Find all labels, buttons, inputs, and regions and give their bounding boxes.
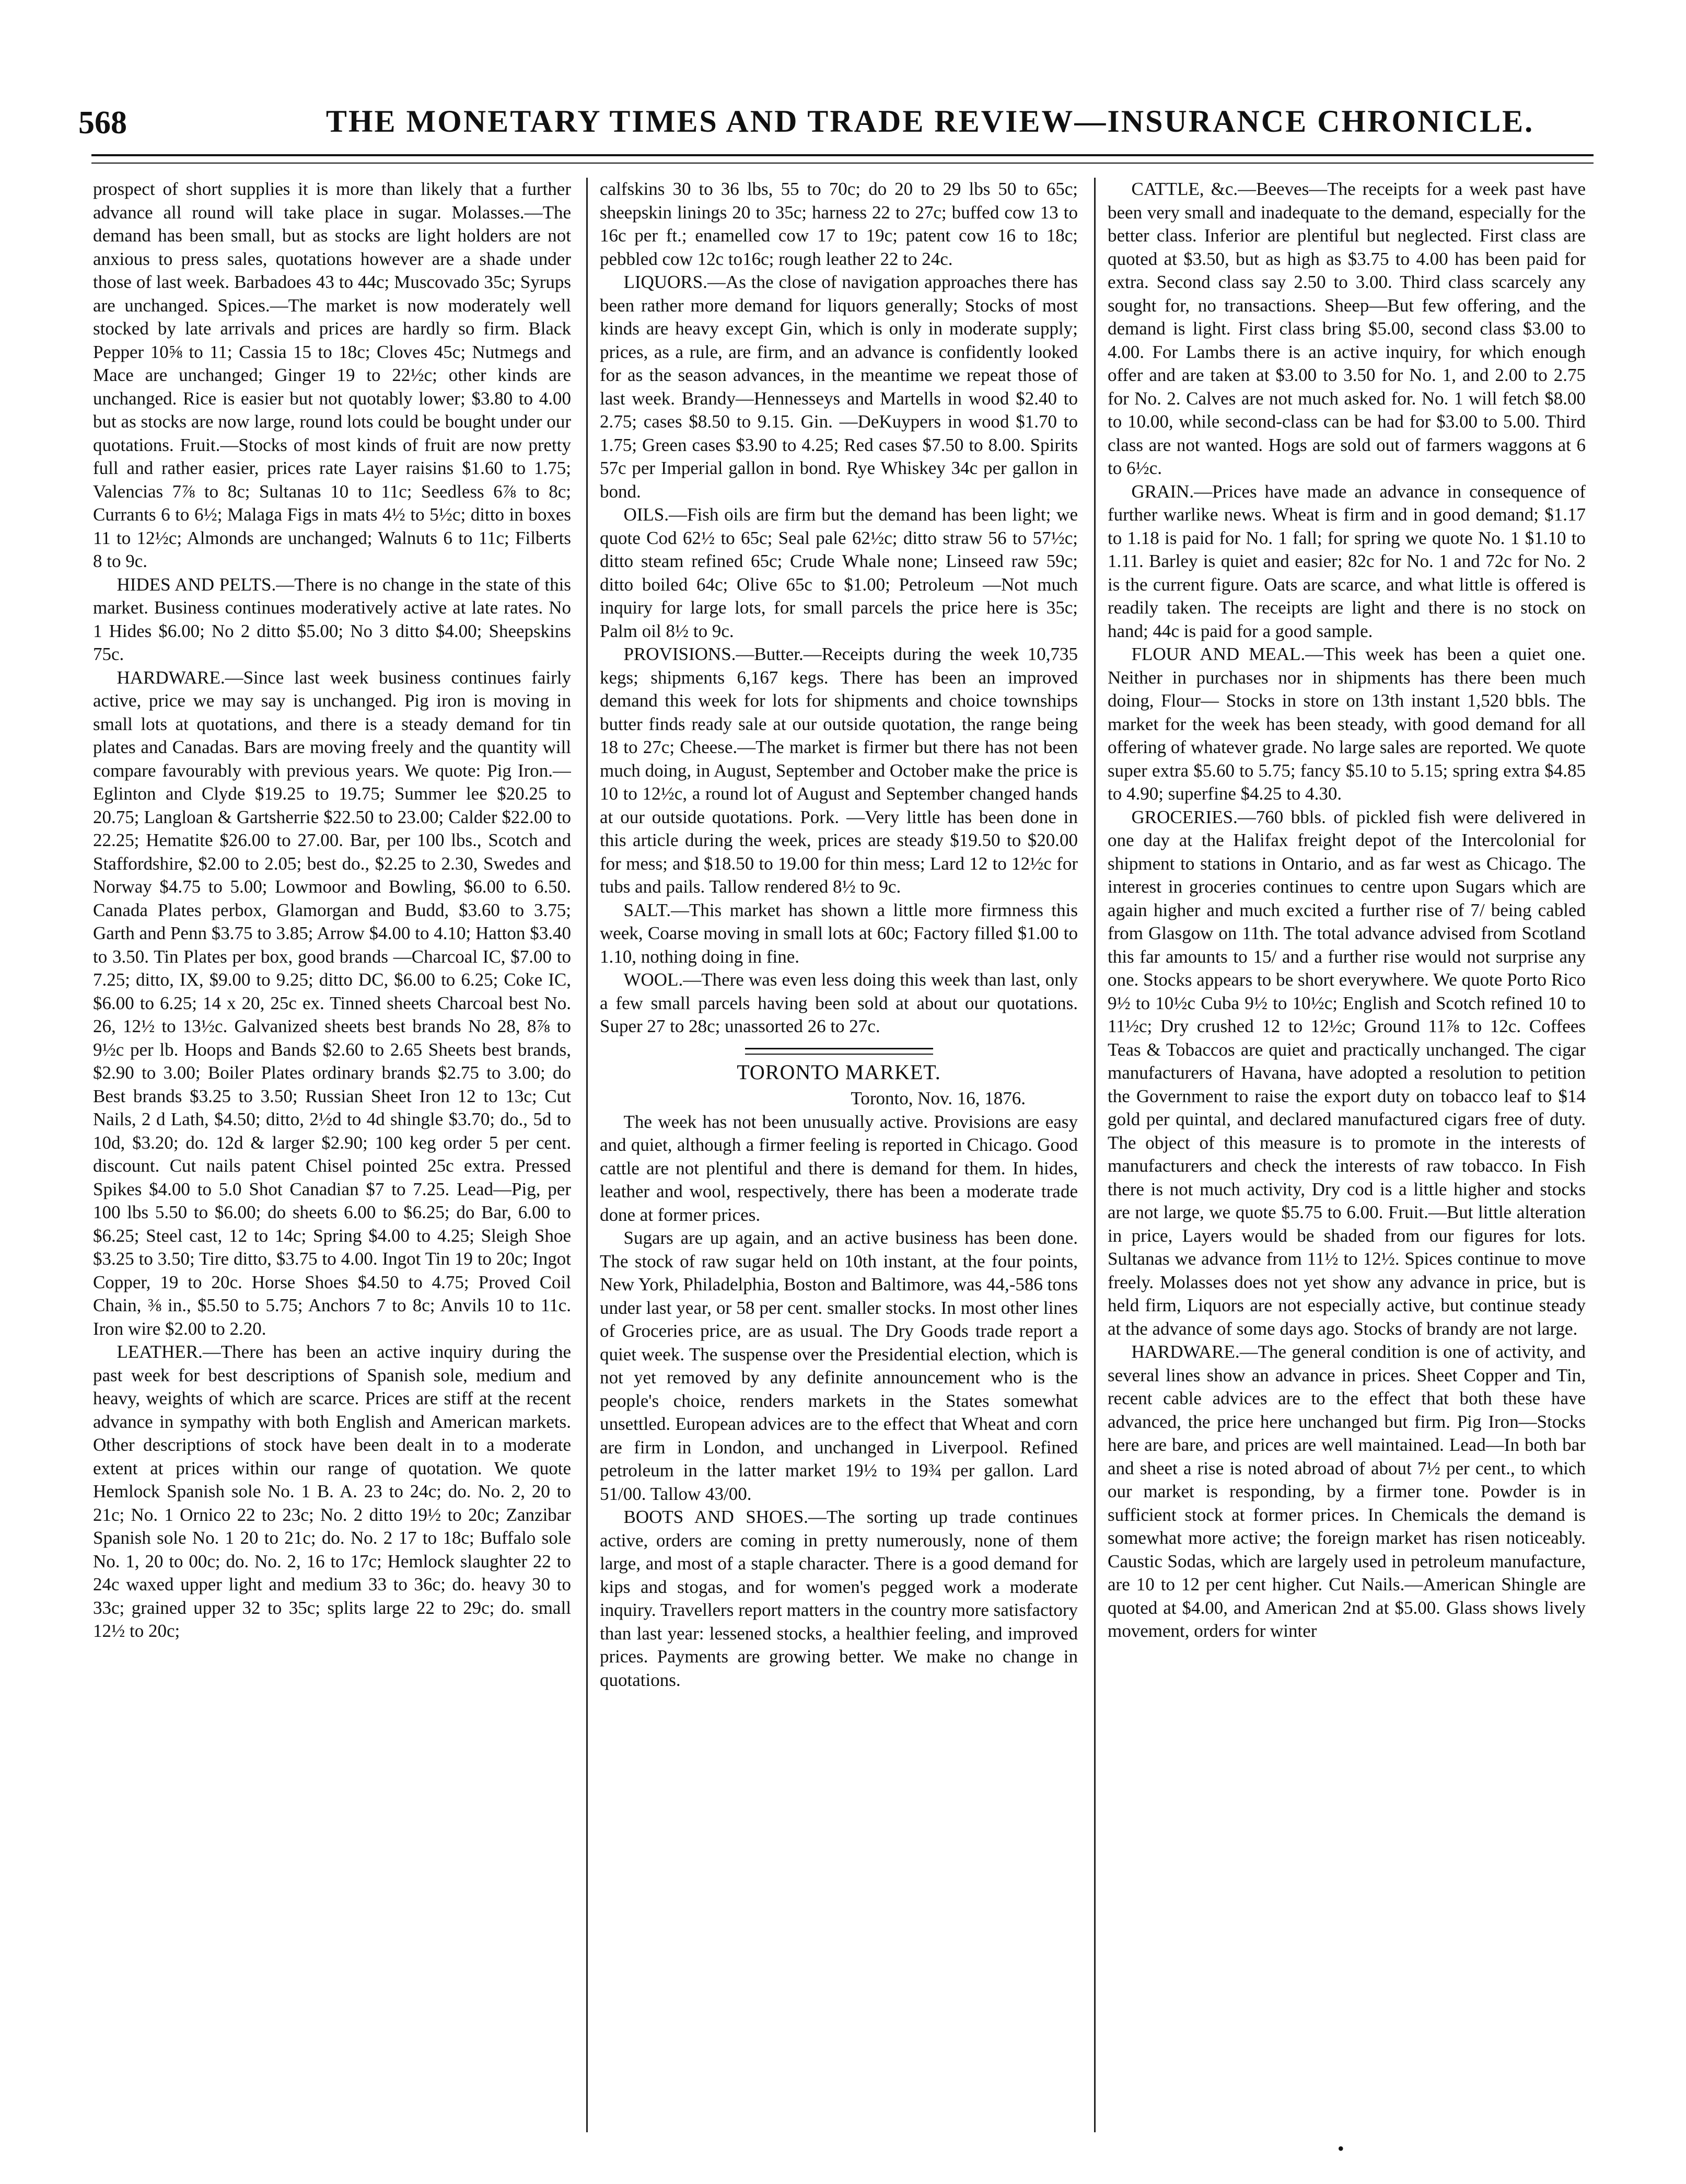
- article-paragraph: LIQUORS.—As the close of navigation approaches there has been rather more demand for liquors generally; Stocks of most kinds are heavy except Gin, which is only in moderate supply; prices, as a rule, are firm, and an advance is confidently looked for as the season advances, in the meantime we repeat those of last week. Brandy—Hennesseys and Martells in wood $2.40 to 2.75; cases $8.50 to 9.15. Gin. —DeKuypers in wood $1.70 to 1.75; Green cases $3.90 to 4.25; Red cases $7.50 to 8.00. Spirits 57c per Imperial gallon in bond. Rye Whiskey 34c per gallon in bond.: [600, 272, 1078, 502]
- article-paragraph: The week has not been unusually active. Provisions are easy and quiet, although a firmer feeling is reported in Chicago. Good cattle are not plentiful and there is demand for them. In hides, leather and wool, respectively, there has been a moderate trade done at former prices.: [600, 1111, 1078, 1225]
- article-paragraph: HARDWARE.—The general condition is one of activity, and several lines show an advance in prices. Sheet Copper and Tin, recent cable advices are to the effect that both these have advanced, the price here unchanged but firm. Pig Iron—Stocks here are bare, and prices are well maintained. Lead—In both bar and sheet a rise is noted abroad of about 7½ per cent., to which our market is responding, by a firmer tone. Powder is in sufficient stock at former prices. In Chemicals the demand is somewhat more active; the foreign market has risen noticeably. Caustic Sodas, which are largely used in petroleum manufacture, are 10 to 12 per cent higher. Cut Nails.—American Shingle are quoted at $4.00, and American 2nd at $5.00. Glass shows lively movement, orders for winter: [1108, 1342, 1586, 1641]
- article-paragraph: LEATHER.—There has been an active inquiry during the past week for best descriptions of Spanish sole, medium and heavy, weights of which are scarce. Prices are stiff at the recent advance in sympathy with both English and American markets. Other descriptions of stock have been dealt in to a moderate extent at prices within our range of quotation. We quote Hemlock Spanish sole No. 1 B. A. 23 to 24c; do. No. 2, 20 to 21c; No. 1 Ornico 22 to 23c; No. 2 ditto 19½ to 20c; Zanzibar Spanish sole No. 1 20 to 21c; do. No. 2 17 to 18c; Buffalo sole No. 1, 20 to 00c; do. No. 2, 16 to 17c; Hemlock slaughter 22 to 24c waxed upper light and medium 33 to 36c; do. heavy 30 to 33c; grained upper 32 to 35c; splits large 22 to 29c; do. small 12½ to 20c;: [93, 1342, 571, 1641]
- ink-dot: •: [1338, 2138, 1344, 2159]
- column-divider: [586, 178, 588, 2132]
- article-paragraph: FLOUR AND MEAL.—This week has been a quiet one. Neither in purchases nor in shipments has there been much doing, Flour— Stocks in store on 13th instant 1,520 bbls. The market for the week has been steady, with good demand for all offering of whatever grade. No large sales are reported. We quote super extra $5.60 to 5.75; fancy $5.10 to 5.15; spring extra $4.85 to 4.90; superfine $4.25 to 4.30.: [1108, 644, 1586, 804]
- column-3: [1108, 178, 1586, 2143]
- page-header: [78, 99, 1594, 146]
- header-rule: [91, 154, 1594, 164]
- article-paragraph: CATTLE, &c.—Beeves—The receipts for a week past have been very small and inadequate to the demand, especially for the better class. Inferior are plentiful but neglected. First class are quoted at $3.50, but as high as $3.75 to 4.00 has been paid for extra. Second class say 2.50 to 3.00. Third class scarcely any sought for, no transactions. Sheep—But few offering, and the demand is light. First class bring $5.00, second class $3.00 to 4.00. For Lambs there is an active inquiry, for which enough offer and are taken at $3.00 to 3.50 for No. 1, and 2.00 to 2.75 for No. 2. Calves are not much asked for. No. 1 will fetch $8.00 to 10.00, while second-class can be had for $3.00 to 5.00. Third class are not wanted. Hogs are sold out of farmers waggons at 6 to 6½c.: [1108, 179, 1586, 478]
- article-paragraph: HIDES AND PELTS.—There is no change in the state of this market. Business continues moderatively active at late rates. No 1 Hides $6.00; No 2 ditto $5.00; No 3 ditto $4.00; Sheepskins 75c.: [93, 574, 571, 664]
- section-rule: [745, 1048, 933, 1055]
- article-paragraph: PROVISIONS.—Butter.—Receipts during the week 10,735 kegs; shipments 6,167 kegs. There has been an improved demand this week for lots for shipments and choice townships butter finds ready sale at our outside quotation, the range being 18 to 27c; Cheese.—The market is firmer but there has not been much doing, in August, September and October make the price is 10 to 12½c, a round lot of August and September changed hands at our outside quotations. Pork. —Very little has been done in this article during the week, prices are steady $19.50 to $20.00 for mess; and $18.50 to 19.00 for thin mess; Lard 12 to 12½c for tubs and pails. Tallow rendered 8½ to 9c.: [600, 644, 1078, 897]
- toronto-market-heading-block: [600, 1048, 1078, 1084]
- article-paragraph: HARDWARE.—Since last week business continues fairly active, price we may say is unchanged. Pig iron is moving in small lots at quotations, and there is a steady demand for tin plates and Canadas. Bars are moving freely and the quantity will compare favourably with previous years. We quote: Pig Iron.—Eglinton and Clyde $19.25 to 19.75; Summer lee $20.25 to 20.75; Langloan & Gartsherrie $22.50 to 23.00; Calder $22.00 to 22.25; Hematite $26.00 to 27.00. Bar, per 100 lbs., Scotch and Staffordshire, $2.00 to 2.05; best do., $2.25 to 2.30, Swedes and Norway $4.75 to 5.00; Lowmoor and Bowling, $6.00 to 6.50. Canada Plates perbox, Glamorgan and Budd, $3.60 to 3.75; Garth and Penn $3.75 to 3.85; Arrow $4.00 to 4.10; Hatton $3.40 to 3.50. Tin Plates per box, good brands —Charcoal IC, $7.00 to 7.25; ditto, IX, $9.00 to 9.25; ditto DC, $6.00 to 6.25; Coke IC, $6.00 to 6.25; 14 x 20, 25c ex. Tinned sheets Charcoal best No. 26, 12½ to 13½c. Galvanized sheets best brands No 28, 8⅞ to 9½c per lb. Hoops and Bands $2.60 to 2.65 Sheets best brands, $2.90 to 3.00; Boiler Plates ordinary brands $2.75 to 3.00; do Best brands $3.25 to 3.50; Russian Sheet Iron 12 to 13c; Cut Nails, 2 d Lath, $4.50; ditto, 2½d to 4d shingle $3.70; do., 5d to 10d, $3.20; do. 12d & larger $2.90; 100 keg order 5 per cent. discount. Cut nails patent Chisel pointed 25c extra. Pressed Spikes $4.00 to 5.0 Shot Canadian $7 to 7.25. Lead—Pig, per 100 lbs 5.50 to $6.00; do sheets 6.00 to $6.25; do Bar, 6.00 to $6.25; Steel cast, 12 to 14c; Spring $4.00 to 4.25; Sleigh Shoe $3.25 to 3.50; Tire ditto, $3.75 to 4.00. Ingot Tin 19 to 20c; Ingot Copper, 19 to 20c. Horse Shoes $4.50 to 4.75; Proved Coil Chain, ⅜ in., $5.50 to 5.75; Anchors 7 to 8c; Anvils 10 to 11c. Iron wire $2.00 to 2.20.: [93, 667, 571, 1339]
- article-paragraph: SALT.—This market has shown a little more firmness this week, Coarse moving in small lots at 60c; Factory filled $1.00 to 1.10, nothing doing in fine.: [600, 899, 1078, 967]
- article-paragraph: Sugars are up again, and an active business has been done. The stock of raw sugar held on 10th instant, at the four points, New York, Philadelphia, Boston and Baltimore, was 44,-586 tons under last year, or 58 per cent. smaller stocks. In most other lines of Groceries price, are as usual. The Dry Goods trade report a quiet week. The suspense over the Presidential election, which is not yet removed by any definite announcement who is the people's choice, renders markets in the States somewhat unsettled. European advices are to the effect that Wheat and corn are firm in London, and unchanged in Liverpool. Refined petroleum in the latter market 19½ to 19¾ per gallon. Lard 51/00. Tallow 43/00.: [600, 1228, 1078, 1504]
- article-paragraph: prospect of short supplies it is more than likely that a further advance all round will take place in sugar. Molasses.—The demand has been small, but as stocks are light holders are not anxious to press sales, quotations however are a shade under those of last week. Barbadoes 43 to 44c; Muscovado 35c; Syrups are unchanged. Spices.—The market is now moderately well stocked by late arrivals and prices are hardly so firm. Black Pepper 10⅝ to 11; Cassia 15 to 18c; Cloves 45c; Nutmegs and Mace are unchanged; Ginger 19 to 22½c; other kinds are unchanged. Rice is easier but not quotably lower; $3.80 to 4.00 but as stocks are now large, round lots could be bought under our quotations. Fruit.—Stocks of most kinds of fruit are now pretty full and rather easier, prices rate Layer raisins $1.60 to 1.75; Valencias 7⅞ to 8c; Sultanas 10 to 11c; Seedless 6⅞ to 8c; Currants 6 to 6½; Malaga Figs in mats 4½ to 5½c; ditto in boxes 11 to 12½c; Almonds are unchanged; Walnuts 6 to 11c; Filberts 8 to 9c.: [93, 179, 571, 571]
- section-heading: TORONTO MARKET.: [737, 1060, 941, 1084]
- dateline: Toronto, Nov. 16, 1876.: [851, 1088, 1026, 1108]
- column-2: [600, 178, 1078, 2143]
- article-paragraph: calfskins 30 to 36 lbs, 55 to 70c; do 20 to 29 lbs 50 to 65c; sheepskin linings 20 to 35c; harness 22 to 27c; buffed cow 13 to 16c per ft.; enamelled cow 17 to 19c; patent cow 16 to 18c; pebbled cow 12c to16c; rough leather 22 to 24c.: [600, 179, 1078, 269]
- article-paragraph: GROCERIES.—760 bbls. of pickled fish were delivered in one day at the Halifax freight depot of the Intercolonial for shipment to stations in Ontario, and as far west as Chicago. The interest in groceries continues to centre upon Sugars which are again higher and much excited a further rise of 7/ being cabled from Glasgow on 11th. The total advance advised from Scotland this far amounts to 15/ and a further rise would not surprise any one. Stocks appears to be short everywhere. We quote Porto Rico 9½ to 10½c Cuba 9½ to 10½c; English and Scotch refined 10 to 11½c; Dry crushed 12 to 12½c; Ground 11⅞ to 12c. Coffees Teas & Tobaccos are quiet and practically unchanged. The cigar manufacturers of Havana, have adopted a resolution to petition the Government to raise the export duty on tobacco leaf to $14 gold per quintal, and declared manufactured cigars free of duty. The object of this measure is to promote in the interests of manufacturers and check the interests of raw tobacco. In Fish there is not much activity, Dry cod is a little higher and stocks are not large, we quote $5.75 to 6.00. Fruit.—But little alteration in price, Layers would be shaded from our figures for lots. Sultanas we advance from 11½ to 12½. Spices continue to move freely. Molasses does not yet show any advance in price, but is held firm, Liquors are not especially active, but continue steady at the advance of some days ago. Stocks of brandy are not large.: [1108, 806, 1586, 1339]
- column-divider: [1094, 178, 1096, 2132]
- article-paragraph: GRAIN.—Prices have made an advance in consequence of further warlike news. Wheat is firm and in good demand; $1.17 to 1.18 is paid for No. 1 fall; for spring we quote No. 1 $1.10 to 1.11. Barley is quiet and easier; 82c for No. 1 and 72c for No. 2 is the current figure. Oats are scarce, and what little is offered is readily taken. The receipts are light and there is no stock on hand; 44c is paid for a good sample.: [1108, 481, 1586, 641]
- article-paragraph: OILS.—Fish oils are firm but the demand has been light; we quote Cod 62½ to 65c; Seal pale 62½c; ditto straw 56 to 57½c; ditto steam refined 65c; Crude Whale none; Linseed raw 59c; ditto boiled 64c; Olive 65c to $1.00; Petroleum —Not much inquiry for large lots, for small parcels the price here is 35c; Palm oil 8½ to 9c.: [600, 504, 1078, 641]
- column-1: [93, 178, 571, 2143]
- article-paragraph: WOOL.—There was even less doing this week than last, only a few small parcels having been sold at about our quotations. Super 27 to 28c; unassorted 26 to 27c.: [600, 969, 1078, 1036]
- article-paragraph: BOOTS AND SHOES.—The sorting up trade continues active, orders are coming in pretty numerously, none of them large, and most of a staple character. There is a good demand for kips and stogas, and for women's pegged work a moderate inquiry. Travellers report matters in the country more satisfactory than last year: lessened stocks, a healthier feeling, and improved prices. Payments are growing better. We make no change in quotations.: [600, 1507, 1078, 1690]
- journal-title: THE MONETARY TIMES AND TRADE REVIEW—INSURANCE CHRONICLE.: [325, 104, 1534, 138]
- page-number: 568: [78, 105, 127, 141]
